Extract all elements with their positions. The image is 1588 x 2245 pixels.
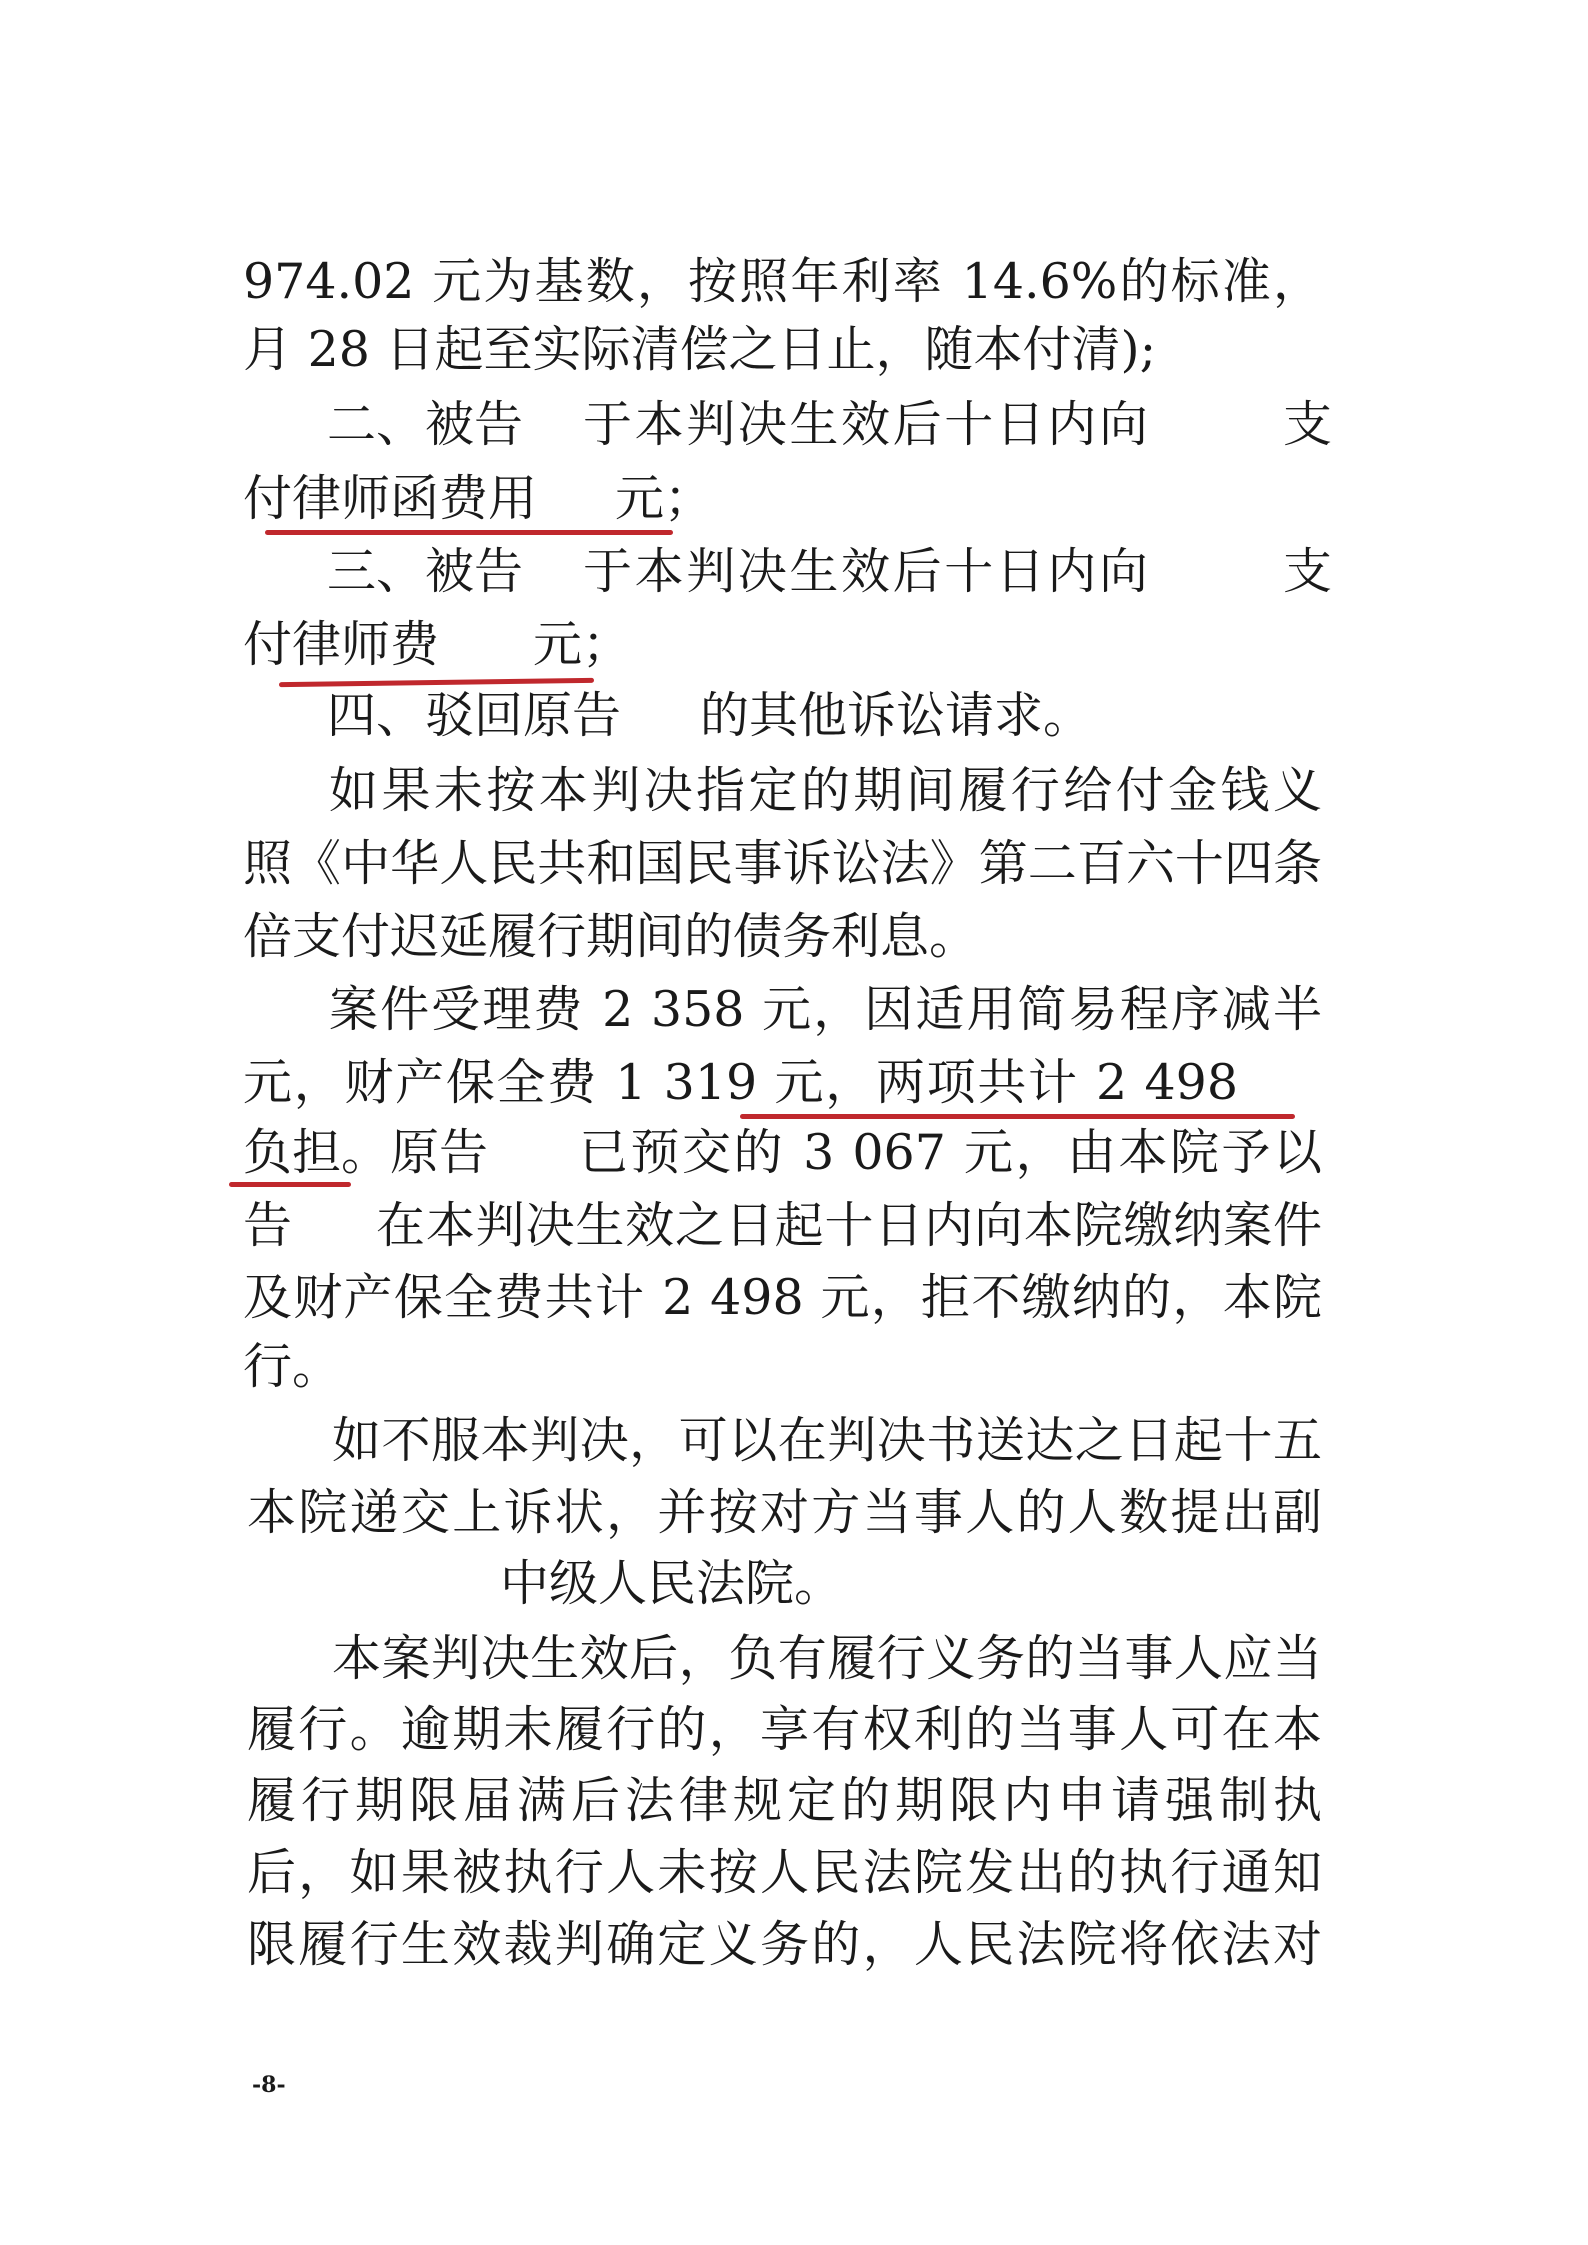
page-number: -8- xyxy=(252,2072,286,2098)
text-line: 履行。逾期未履行的，享有权利的当事人可在本 xyxy=(247,1701,1322,1758)
text-line: 限履行生效裁判确定义务的，人民法院将依法对 xyxy=(247,1916,1322,1973)
text-line: 履行期限届满后法律规定的期限内申请强制执 xyxy=(247,1772,1322,1829)
text-line: 支 xyxy=(1283,396,1333,453)
text-line: 于本判决生效后十日内向 xyxy=(583,396,1148,453)
text-line: 元； xyxy=(615,470,714,527)
text-line: 974.02 元为基数，按照年利率 14.6%的标准， xyxy=(243,253,1322,310)
red-underline xyxy=(229,1182,351,1187)
text-line: 案件受理费 2 358 元，因适用简易程序减半 xyxy=(329,981,1322,1038)
text-line: 及财产保全费共计 2 498 元，拒不缴纳的，本院 xyxy=(243,1269,1322,1326)
text-line: 如果未按本判决指定的期间履行给付金钱义 xyxy=(329,762,1322,819)
text-line: 告 xyxy=(243,1197,293,1254)
text-line: 本案判决生效后，负有履行义务的当事人应当 xyxy=(332,1630,1322,1687)
text-line: 中级人民法院。 xyxy=(500,1555,844,1612)
text-line: 行。 xyxy=(243,1338,342,1395)
text-line: 四、驳回原告 xyxy=(327,687,622,744)
text-line: 支 xyxy=(1283,543,1333,600)
text-line: 已预交的 3 067 元，由本院予以 xyxy=(579,1124,1322,1181)
text-line: 负担。原告 xyxy=(243,1124,489,1181)
text-line: 在本判决生效之日起十日内向本院缴纳案件 xyxy=(376,1197,1322,1254)
text-line: 如不服本判决，可以在判决书送达之日起十五 xyxy=(332,1412,1322,1469)
text-line: 付律师费 xyxy=(243,616,440,673)
text-line: 元，财产保全费 1 319 元，两项共计 2 498 xyxy=(243,1054,1238,1111)
red-underline xyxy=(265,530,673,535)
text-line: 的其他诉讼请求。 xyxy=(700,687,1093,744)
text-line: 倍支付迟延履行期间的债务利息。 xyxy=(243,908,979,965)
text-line: 本院递交上诉状，并按对方当事人的人数提出副 xyxy=(247,1484,1322,1541)
text-line: 于本判决生效后十日内向 xyxy=(583,543,1148,600)
red-underline xyxy=(740,1114,1295,1119)
text-line: 三、被告 xyxy=(327,543,524,600)
text-line: 月 28 日起至实际清偿之日止，随本付清); xyxy=(243,321,1157,378)
text-line: 后，如果被执行人未按人民法院发出的执行通知 xyxy=(247,1844,1322,1901)
text-line: 付律师函费用 xyxy=(243,470,538,527)
text-line: 元； xyxy=(533,616,632,673)
text-line: 二、被告 xyxy=(327,396,524,453)
text-line: 照《中华人民共和国民事诉讼法》第二百六十四条 xyxy=(243,835,1322,892)
